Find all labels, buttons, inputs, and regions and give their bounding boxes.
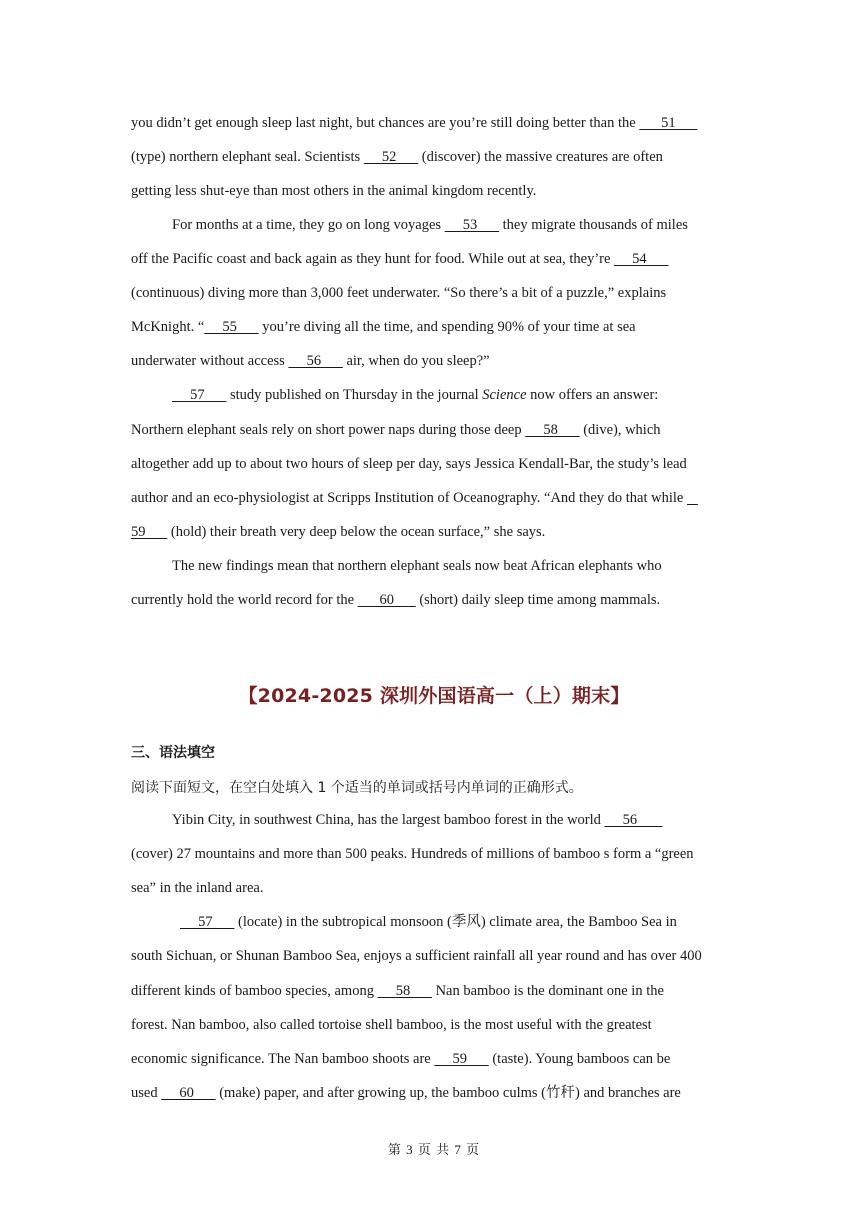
text-segment: getting less shut-eye than most others in the animal kingdom recently. (131, 183, 537, 199)
answer-blank: 55 (204, 319, 259, 335)
answer-blank: 53 (444, 217, 500, 233)
text-segment: For months at a time, they go on long voyages (172, 217, 445, 233)
text-segment: they migrate thousands of miles (499, 217, 688, 233)
text-line (131, 113, 739, 133)
italic-term: Science (482, 387, 527, 403)
text-segment: Nan bamboo is the dominant one in the (431, 983, 664, 999)
text-segment: sea” in the inland area. (131, 880, 264, 896)
section-title: 【2024-2025 深圳外国语高一（上）期末】 (238, 685, 630, 707)
text-segment: off the Pacific coast and back again as they hunt for food. While out at sea, they’re (131, 251, 615, 267)
text-segment: (locate) in the subtropical monsoon (季风) climate area, the Bamboo Sea in (234, 914, 677, 930)
answer-blank: 60 (161, 1085, 216, 1101)
answer-blank: 57 (172, 387, 227, 403)
text-line (131, 420, 739, 440)
answer-blank: 59 (434, 1051, 489, 1067)
text-line (180, 912, 788, 932)
text-segment: used (131, 1085, 162, 1101)
text-segment: you didn’t get enough sleep last night, but chances are you’re still doing better than the (131, 115, 640, 131)
text-segment: south Sichuan, or Shunan Bamboo Sea, enjoys a sufficient rainfall all year round and has over 400 (131, 948, 702, 964)
answer-blank: 52 (363, 149, 419, 165)
answer-blank: 57 (180, 914, 235, 930)
text-line (131, 1049, 739, 1069)
text-segment: (make) paper, and after growing up, the bamboo culms (竹秆) and branches are (215, 1085, 681, 1101)
text-segment: McKnight. “ (131, 319, 205, 335)
text-line (131, 283, 739, 303)
text-line (131, 981, 739, 1001)
text-line (131, 1083, 739, 1103)
text-line (131, 181, 739, 201)
text-segment: study published on Thursday in the journal (226, 387, 483, 403)
answer-blank: 56 (288, 353, 343, 369)
answer-blank: 56 (604, 812, 663, 828)
text-segment: (discover) the massive creatures are often (418, 149, 663, 165)
text-segment: Northern elephant seals rely on short power naps during those deep (131, 422, 526, 438)
text-line (131, 522, 739, 542)
text-segment: Yibin City, in southwest China, has the largest bamboo forest in the world (172, 812, 605, 828)
text-line (131, 946, 739, 966)
text-segment: (dive), which (579, 422, 661, 438)
text-segment: underwater without access (131, 353, 289, 369)
answer-blank: 58 (525, 422, 580, 438)
text-line (131, 147, 739, 167)
text-line (131, 1015, 739, 1035)
text-line (131, 844, 739, 864)
text-line (172, 215, 780, 235)
text-segment: different kinds of bamboo species, among (131, 983, 378, 999)
text-segment: altogether add up to about two hours of sleep per day, says Jessica Kendall-Bar, the study’s lead (131, 456, 687, 472)
text-segment: (continuous) diving more than 3,000 feet underwater. “So there’s a bit of a puzzle,” explains (131, 285, 667, 301)
answer-blank: 59 (131, 524, 168, 540)
text-segment: (hold) their breath very deep below the ocean surface,” she says. (167, 524, 546, 540)
answer-blank: 58 (377, 983, 432, 999)
text-line (172, 810, 780, 830)
sub-heading: 三、语法填空 (131, 745, 215, 761)
text-segment: now offers an answer: (526, 387, 659, 403)
text-line (131, 454, 739, 474)
text-segment: economic significance. The Nan bamboo shoots are (131, 1051, 435, 1067)
answer-blank: 51 (639, 115, 698, 131)
text-segment: (short) daily sleep time among mammals. (415, 592, 661, 608)
text-segment: air, when do you sleep?” (342, 353, 490, 369)
text-line (172, 556, 780, 576)
answer-blank (687, 490, 698, 506)
text-line (131, 878, 739, 898)
instruction-text: 阅读下面短文，在空白处填入 1 个适当的单词或括号内单词的正确形式。 (131, 780, 583, 796)
text-line (131, 590, 739, 610)
answer-blank: 54 (614, 251, 669, 267)
text-segment: (type) northern elephant seal. Scientists (131, 149, 364, 165)
text-line (131, 317, 739, 337)
text-segment: (taste). Young bamboos can be (488, 1051, 671, 1067)
text-line (172, 385, 780, 405)
text-segment: author and an eco-physiologist at Scripps Institution of Oceanography. “And they do that while (131, 490, 687, 506)
text-segment: forest. Nan bamboo, also called tortoise shell bamboo, is the most useful with the greatest (131, 1017, 652, 1033)
text-segment: (cover) 27 mountains and more than 500 peaks. Hundreds of millions of bamboo s form a “green (131, 846, 694, 862)
text-line (131, 249, 739, 269)
answer-blank: 60 (357, 592, 416, 608)
text-line (131, 488, 739, 508)
text-segment: you’re diving all the time, and spending 90% of your time at sea (258, 319, 636, 335)
page-footer: 第 3 页 共 7 页 (387, 1142, 481, 1157)
text-segment: The new findings mean that northern elephant seals now beat African elephants who (172, 558, 662, 574)
text-line (131, 351, 739, 371)
text-segment: currently hold the world record for the (131, 592, 358, 608)
